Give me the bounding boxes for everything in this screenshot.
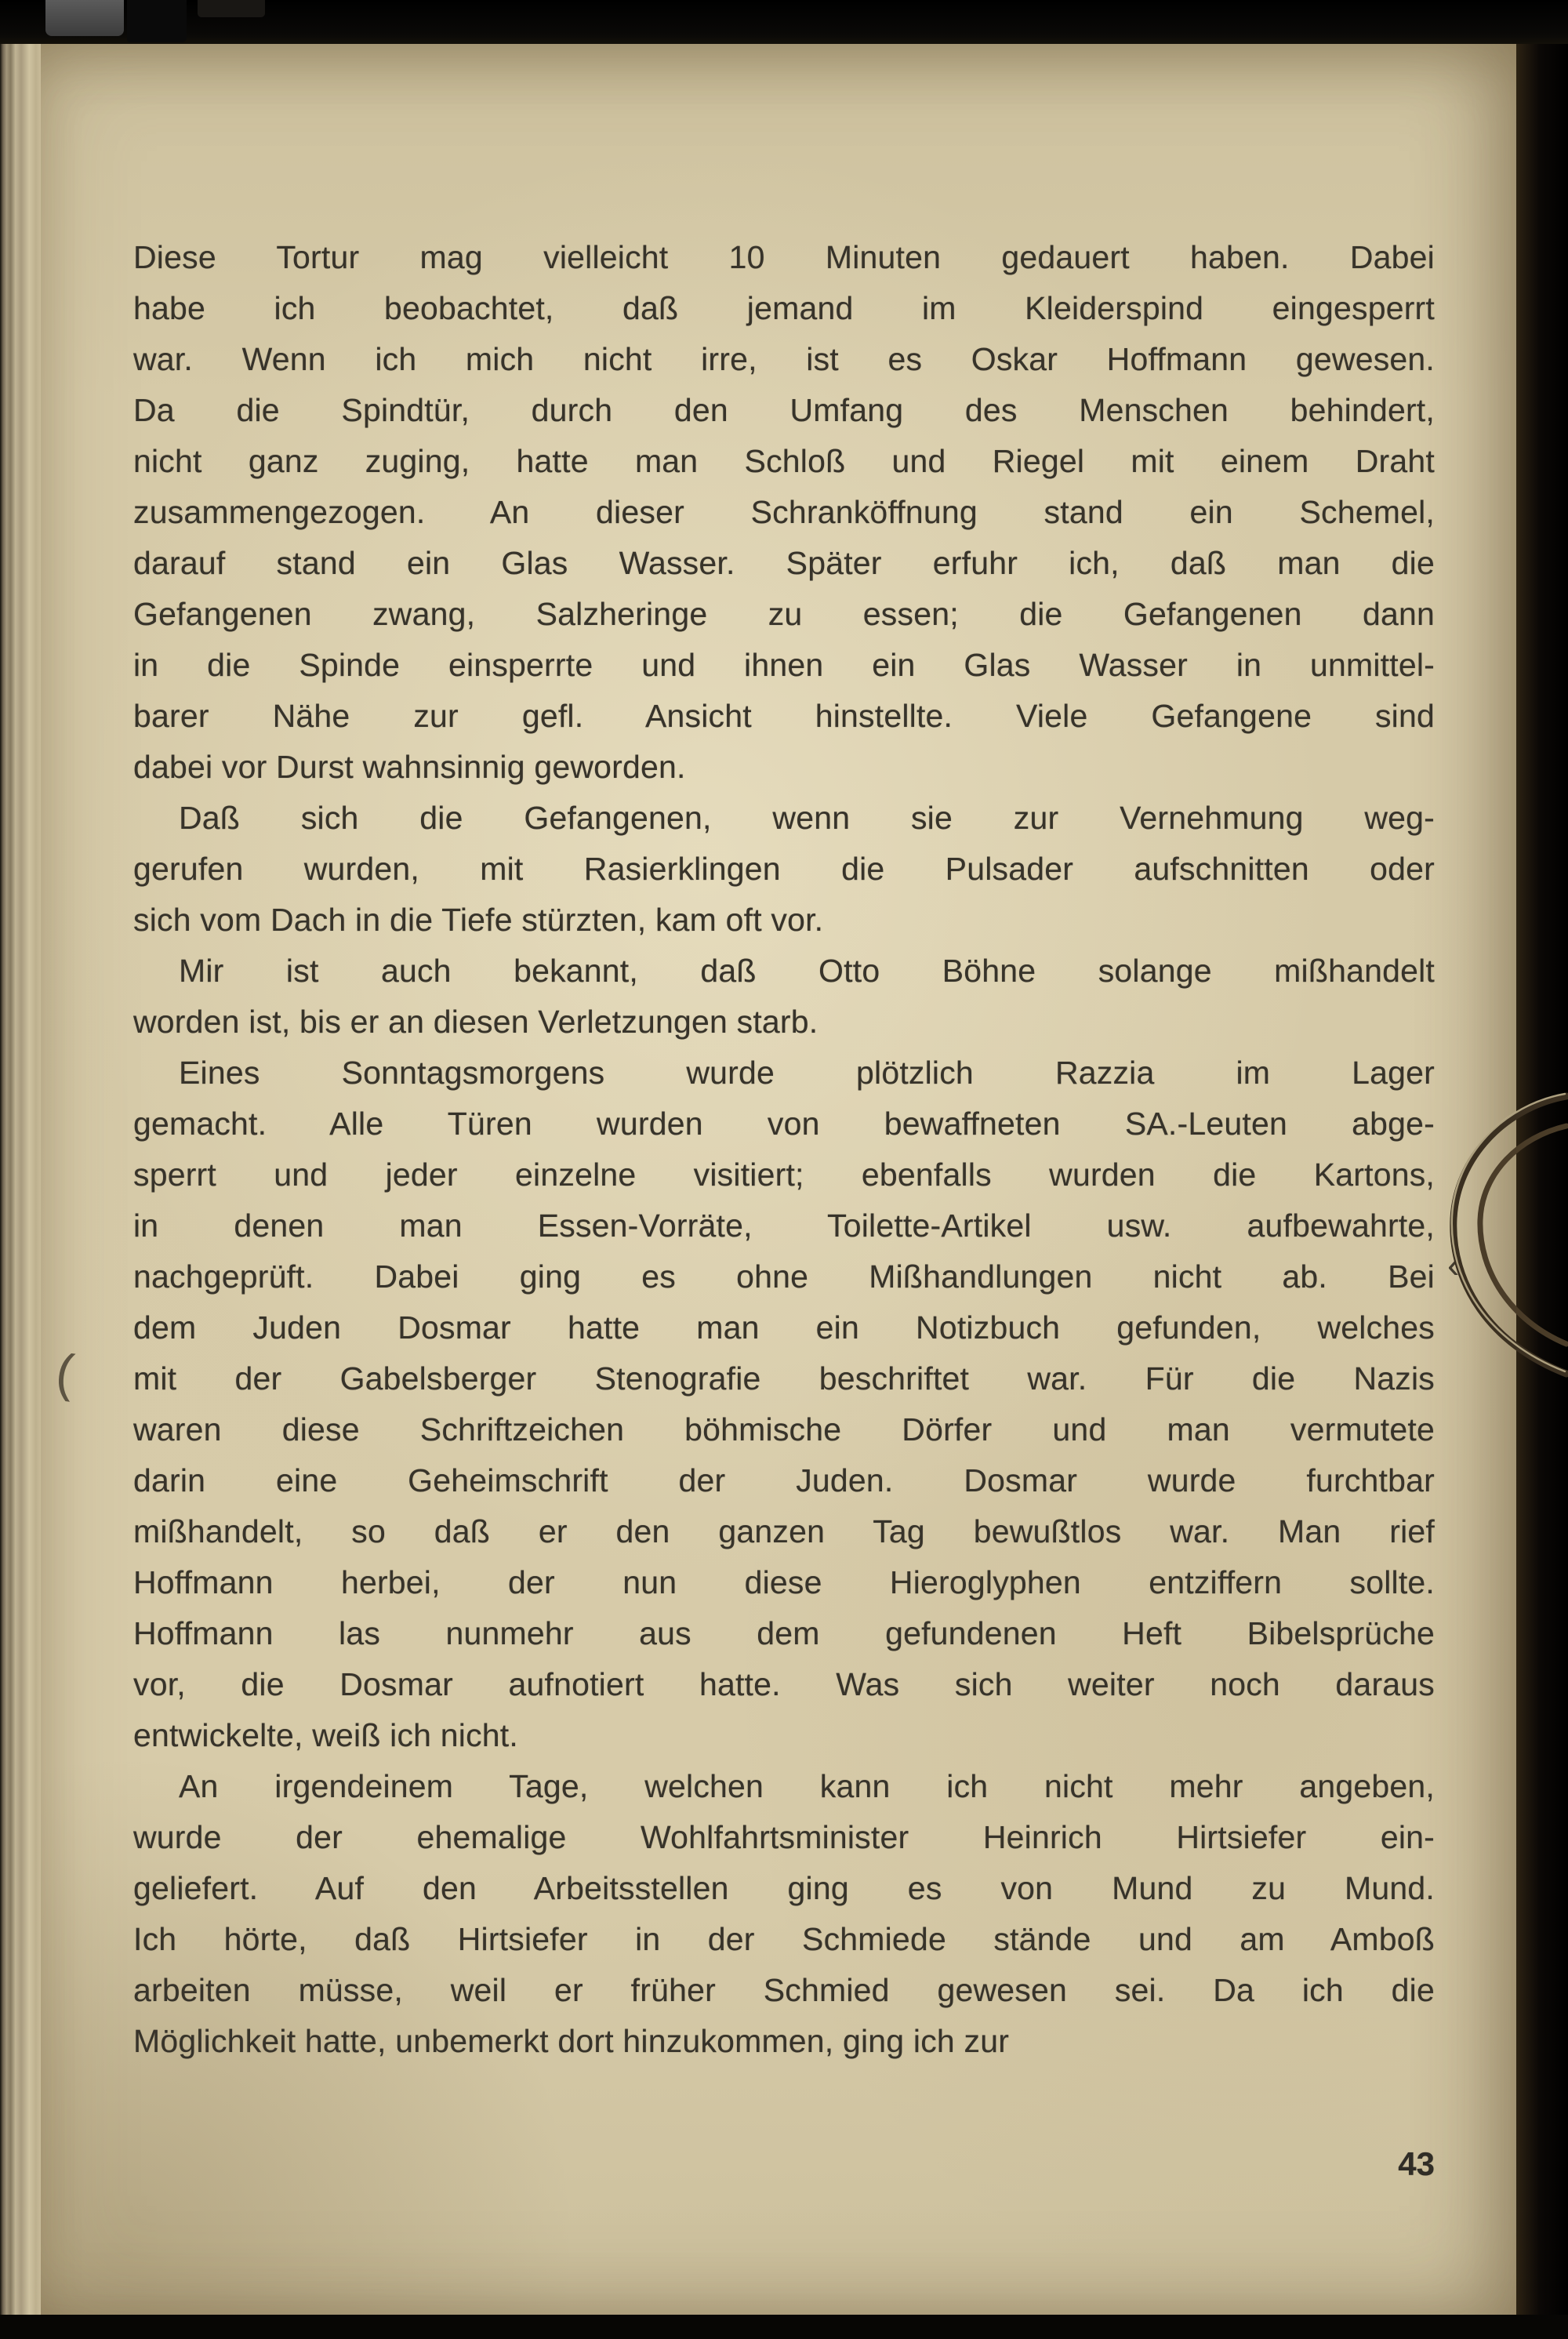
- text-line: entwickelte, weiß ich nicht.: [133, 1717, 518, 1753]
- text-line: in die Spinde einsperrte und ihnen ein Glas Wasser in unmittel-: [133, 647, 1435, 683]
- binding-block-icon: [127, 0, 187, 42]
- text-line: sperrt und jeder einzelne visitiert; ebenfalls wurden die Kartons,: [133, 1157, 1435, 1193]
- text-line: Eines Sonntagsmorgens wurde plötzlich Razzia im Lager: [179, 1055, 1435, 1091]
- binding-fragment-icon: [198, 0, 265, 17]
- paragraph: [133, 1761, 1435, 2067]
- text-line: darin eine Geheimschrift der Juden. Dosmar wurde furchtbar: [133, 1462, 1435, 1498]
- paragraph: [133, 946, 1435, 1048]
- text-line: worden ist, bis er an diesen Verletzungen starb.: [133, 1004, 818, 1040]
- text-line: Möglichkeit hatte, unbemerkt dort hinzukommen, ging ich zur: [133, 2023, 1010, 2059]
- text-line: mit der Gabelsberger Stenografie beschriftet war. Für die Nazis: [133, 1360, 1435, 1396]
- text-line: vor, die Dosmar aufnotiert hatte. Was sich weiter noch daraus: [133, 1666, 1435, 1702]
- page-edges-stack: [0, 39, 41, 2319]
- text-line: Daß sich die Gefangenen, wenn sie zur Vernehmung weg-: [179, 800, 1435, 836]
- text-line: Hoffmann las nunmehr aus dem gefundenen Heft Bibelsprüche: [133, 1615, 1435, 1651]
- text-line: Hoffmann herbei, der nun diese Hieroglyphen entziffern sollte.: [133, 1564, 1435, 1600]
- pencil-mark-left: (: [53, 1342, 78, 1403]
- text-line: dabei vor Durst wahnsinnig geworden.: [133, 749, 686, 785]
- text-line: Mir ist auch bekannt, daß Otto Böhne solange mißhandelt: [179, 953, 1435, 989]
- text-line: An irgendeinem Tage, welchen kann ich nicht mehr angeben,: [179, 1768, 1435, 1804]
- text-line: Da die Spindtür, durch den Umfang des Menschen behindert,: [133, 392, 1435, 428]
- text-line: Gefangenen zwang, Salzheringe zu essen; die Gefangenen dann: [133, 596, 1435, 632]
- text-line: geliefert. Auf den Arbeitsstellen ging es von Mund zu Mund.: [133, 1870, 1435, 1906]
- text-line: darauf stand ein Glas Wasser. Später erfuhr ich, daß man die: [133, 545, 1435, 581]
- text-line: barer Nähe zur gefl. Ansicht hinstellte. Viele Gefangene sind: [133, 698, 1435, 734]
- text-line: Ich hörte, daß Hirtsiefer in der Schmiede stände und am Amboß: [133, 1921, 1435, 1957]
- wire-clip-icon: [1435, 1085, 1568, 1399]
- text-line: sich vom Dach in die Tiefe stürzten, kam oft vor.: [133, 902, 824, 938]
- text-line: gerufen wurden, mit Rasierklingen die Pulsader aufschnitten oder: [133, 851, 1435, 887]
- paragraph: [133, 793, 1435, 946]
- text-line: Diese Tortur mag vielleicht 10 Minuten gedauert haben. Dabei: [133, 239, 1435, 275]
- paragraph: [133, 1048, 1435, 1761]
- text-line: mißhandelt, so daß er den ganzen Tag bewußtlos war. Man rief: [133, 1513, 1435, 1549]
- pencil-mark-right: ‹: [1447, 1244, 1460, 1285]
- text-line: waren diese Schriftzeichen böhmische Dörfer und man vermutete: [133, 1411, 1435, 1447]
- text-line: nicht ganz zuging, hatte man Schloß und Riegel mit einem Draht: [133, 443, 1435, 479]
- binding-clamp-icon: [45, 0, 124, 36]
- text-line: zusammengezogen. An dieser Schranköffnung stand ein Schemel,: [133, 494, 1435, 530]
- text-line: in denen man Essen-Vorräte, Toilette-Artikel usw. aufbewahrte,: [133, 1208, 1435, 1244]
- text-line: war. Wenn ich mich nicht irre, ist es Oskar Hoffmann gewesen.: [133, 341, 1435, 377]
- text-line: habe ich beobachtet, daß jemand im Kleiderspind eingesperrt: [133, 290, 1435, 326]
- page-text: [133, 232, 1435, 2067]
- text-line: gemacht. Alle Türen wurden von bewaffneten SA.-Leuten abge-: [133, 1106, 1435, 1142]
- text-line: wurde der ehemalige Wohlfahrtsminister Heinrich Hirtsiefer ein-: [133, 1819, 1435, 1855]
- text-line: dem Juden Dosmar hatte man ein Notizbuch gefunden, welches: [133, 1309, 1435, 1346]
- page-number: 43: [1398, 2145, 1435, 2182]
- text-line: arbeiten müsse, weil er früher Schmied gewesen sei. Da ich die: [133, 1972, 1435, 2008]
- bottom-edge-shadow: [0, 2315, 1568, 2339]
- paragraph: [133, 232, 1435, 793]
- text-line: nachgeprüft. Dabei ging es ohne Mißhandlungen nicht ab. Bei: [133, 1258, 1435, 1295]
